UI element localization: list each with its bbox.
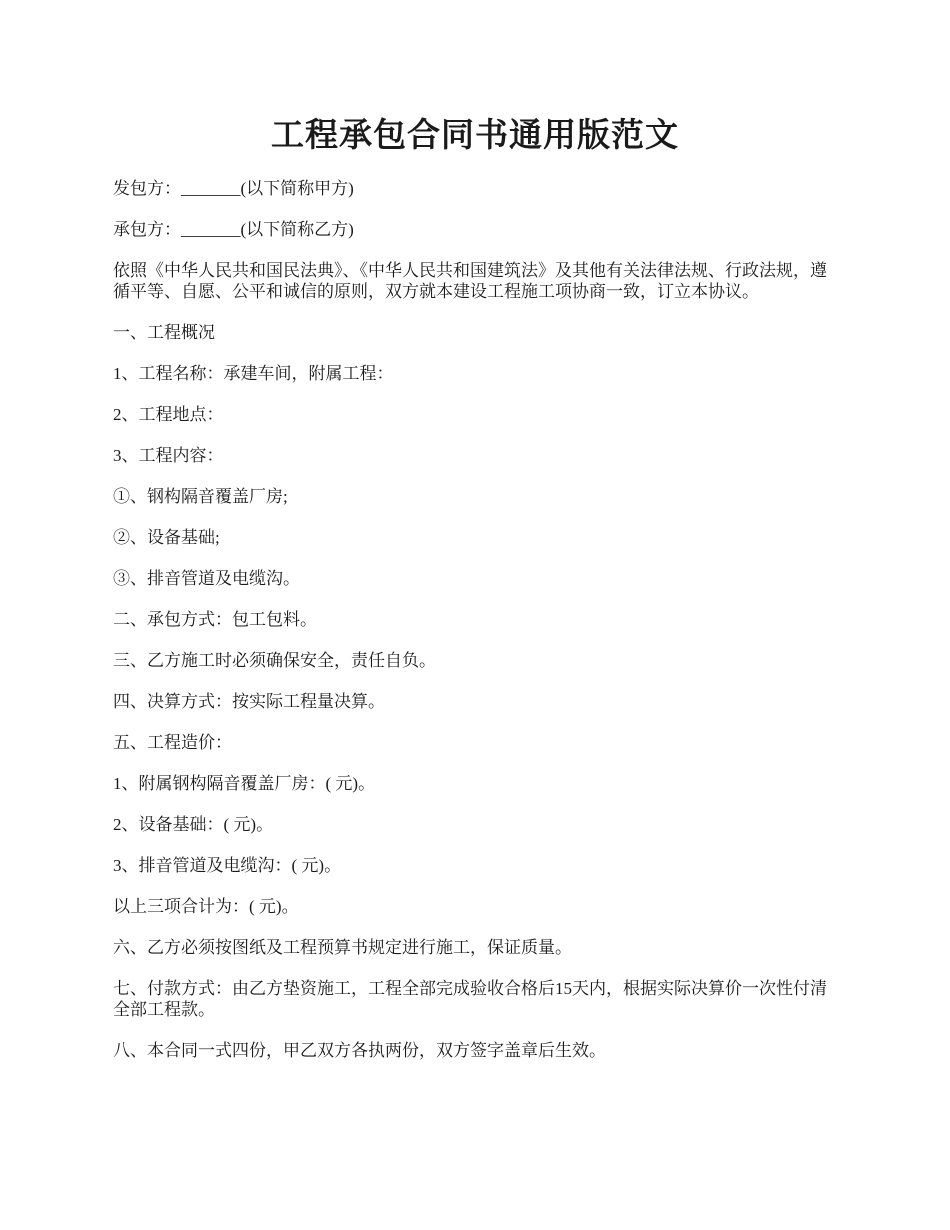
section-heading: 二、承包方式：包工包料。 xyxy=(113,610,317,629)
section-heading: 四、决算方式：按实际工程量决算。 xyxy=(113,692,385,711)
sub-clause-item: ③、排音管道及电缆沟。 xyxy=(113,569,300,588)
clause-item: 3、工程内容： xyxy=(113,446,224,465)
clause-item: 1、工程名称：承建车间，附属工程： xyxy=(113,364,394,383)
section-heading: 六、乙方必须按图纸及工程预算书规定进行施工，保证质量。 xyxy=(113,938,572,957)
section-heading: 一、工程概况 xyxy=(113,323,215,342)
price-item: 2、设备基础：( 元)。 xyxy=(113,815,274,834)
sub-clause-item: ②、设备基础; xyxy=(113,528,220,547)
section-heading: 八、本合同一式四份，甲乙双方各执两份，双方签字盖章后生效。 xyxy=(113,1041,606,1060)
price-item: 3、排音管道及电缆沟：( 元)。 xyxy=(113,856,342,875)
document-body xyxy=(113,178,843,1081)
price-total: 以上三项合计为：( 元)。 xyxy=(113,897,299,916)
party-b-line: 承包方：_______(以下简称乙方) xyxy=(113,220,354,239)
section-heading: 五、工程造价： xyxy=(113,733,232,752)
preamble-paragraph: 依照《中华人民共和国民法典》、《中华人民共和国建筑法》及其他有关法律法规、行政法规，遵循平等、自愿、公平和诚信的原则，双方就本建设工程施工项协商一致，订立本协议。 xyxy=(113,261,827,301)
party-a-line: 发包方：_______(以下简称甲方) xyxy=(113,179,354,198)
clause-item: 2、工程地点： xyxy=(113,405,224,424)
section-heading: 三、乙方施工时必须确保安全，责任自负。 xyxy=(113,651,436,670)
price-item: 1、附属钢构隔音覆盖厂房：( 元)。 xyxy=(113,774,376,793)
payment-clause: 七、付款方式：由乙方垫资施工，工程全部完成验收合格后15天内，根据实际决算价一次性付清全部工程款。 xyxy=(113,979,827,1019)
document-title: 工程承包合同书通用版范文 xyxy=(271,118,679,154)
sub-clause-item: ①、钢构隔音覆盖厂房; xyxy=(113,487,288,506)
